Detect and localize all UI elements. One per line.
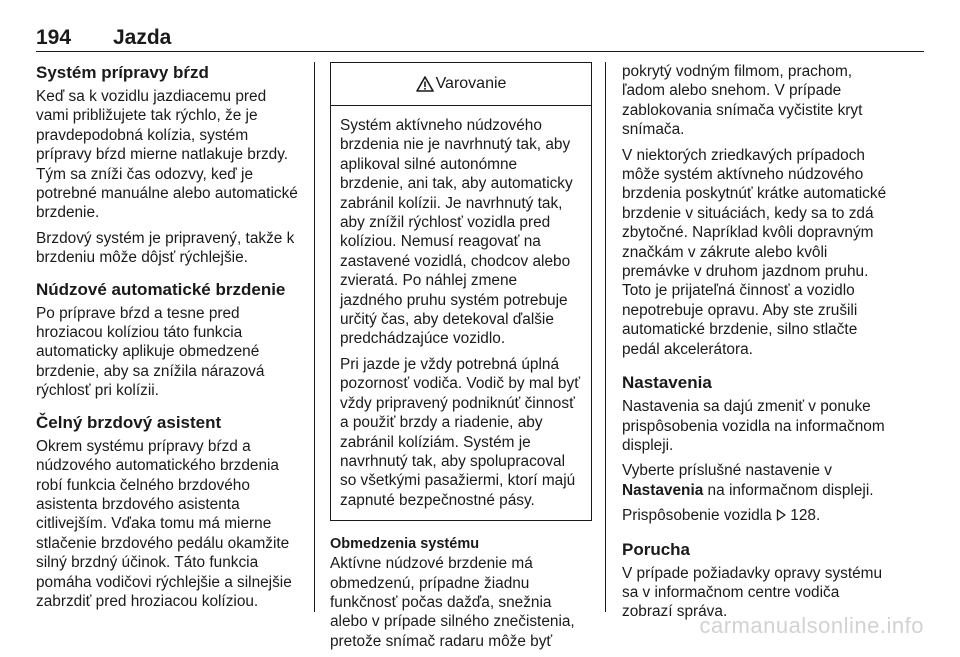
paragraph: Brzdový systém je pripravený, takže k brzdeniu môže dôjsť rýchlejšie.: [36, 229, 295, 267]
warning-title: Varovanie: [435, 75, 507, 93]
paragraph: V prípade požiadavky opravy systému sa v informačnom centre vodiča zobrazí správa.: [622, 564, 883, 621]
column-divider: [314, 62, 315, 612]
left-column: [36, 62, 302, 617]
page-header: [36, 26, 924, 50]
section-heading: Čelný brzdový asistent: [36, 412, 222, 432]
page-reference-arrow-icon: [776, 509, 786, 521]
chapter-title: Jazda: [113, 26, 172, 49]
right-column: [622, 62, 888, 628]
paragraph: Nastavenia sa dajú zmeniť v ponuke prispôsobenia vozidla na informačnom displeji.: [622, 398, 885, 454]
page-number: 194: [36, 26, 72, 49]
middle-column: [330, 62, 592, 657]
paragraph: Okrem systému prípravy bŕzd a núdzového automatického brzdenia robí funkcia čelného brzdového asistenta brzdového asistenta citlivejším. Vďaka tomu má mierne stlačenie brzdového pedálu okamžite silný brzdný účinok. Táto funkcia pomáha vodičovi rýchlejšie a silnejšie zabrzdiť pred hroziacou kolíziou.: [36, 437, 292, 610]
text-run: Prispôsobenie vozidla: [622, 507, 776, 525]
header-divider: [36, 51, 924, 52]
column-divider: [605, 62, 606, 612]
paragraph: V niektorých zriedkavých prípadoch môže systém aktívneho núdzového brzdenia poskytnúť krátke automatické brzdenie v situáciách, kedy sa to zdá zbytočné. Napríklad kvôli dopravným značkám v zákrute alebo kvôli premávke v druhom jazdnom pruhu. Toto je prijateľná činnosť a vozidlo nepotrebuje opravu. Aby ste zrušili automatické brzdenie, silno stlačte pedál akcelerátora.: [622, 146, 887, 358]
text-run: na informačnom displeji.: [703, 481, 874, 499]
warning-body: [331, 106, 591, 520]
paragraph: Systém aktívneho núdzového brzdenia nie je navrhnutý tak, aby aplikoval silné autonómne brzdenie, ani tak, aby automaticky zabránil kolízii. Je navrhnutý tak, aby znížil rýchlosť vozidla pred kolíziou. Nemusí reagovať na zastavené vozidlá, chodcov alebo zvieratá. Po náhlej zmene jazdného pruhu systém potrebuje určitý čas, aby detekoval ďalšie predchádzajúce vozidlo.: [340, 117, 573, 348]
text-run: Vyberte príslušné nastavenie v: [622, 462, 832, 480]
bold-term: Nastavenia: [622, 481, 704, 499]
warning-box: [330, 62, 592, 521]
paragraph: Pri jazde je vždy potrebná úplná pozornosť vodiča. Vodič by mal byť vždy pripravený podniknúť činnosť a použiť brzdy a riadenie, aby zabránil kolíziám. Systém je navrhnutý tak, aby spolupracoval so všetkými pasažiermi, ktorí majú zapnuté bezpečnostné pásy.: [340, 355, 580, 509]
page-reference[interactable]: 128.: [790, 507, 821, 525]
warning-header: [331, 63, 591, 106]
watermark: carmanualsonline.info: [699, 613, 924, 638]
paragraph: Keď sa k vozidlu jazdiacemu pred vami približujete tak rýchlo, že je pravdepodobná kolízia, systém prípravy bŕzd mierne natlakuje brzdy. Tým sa zníži čas odozvy, keď je potrebné manuálne alebo automatické brzdenie.: [36, 88, 298, 222]
section-heading: Nastavenia: [622, 373, 712, 393]
paragraph: [622, 506, 888, 525]
paragraph: pokrytý vodným filmom, prachom, ľadom alebo snehom. V prípade zablokovania snímača vyčistite kryt snímača.: [622, 63, 863, 139]
section-heading: Systém prípravy bŕzd: [36, 63, 209, 82]
section-heading: Porucha: [622, 539, 691, 559]
paragraph: Po príprave bŕzd a tesne pred hroziacou kolíziou táto funkcia automaticky aplikuje obmedzené brzdenie, aby sa znížila nárazová rýchlosť pri kolízii.: [36, 304, 265, 400]
paragraph: Aktívne núdzové brzdenie má obmedzenú, prípadne žiadnu funkčnosť počas dažďa, snežnia alebo v prípade silného znečistenia, pretože snímač radaru môže byť: [330, 555, 575, 650]
section-heading: Núdzové automatické brzdenie: [36, 279, 286, 299]
subheading: Obmedzenia systému: [330, 536, 480, 553]
paragraph: [622, 461, 888, 500]
warning-triangle-icon: [416, 76, 434, 92]
